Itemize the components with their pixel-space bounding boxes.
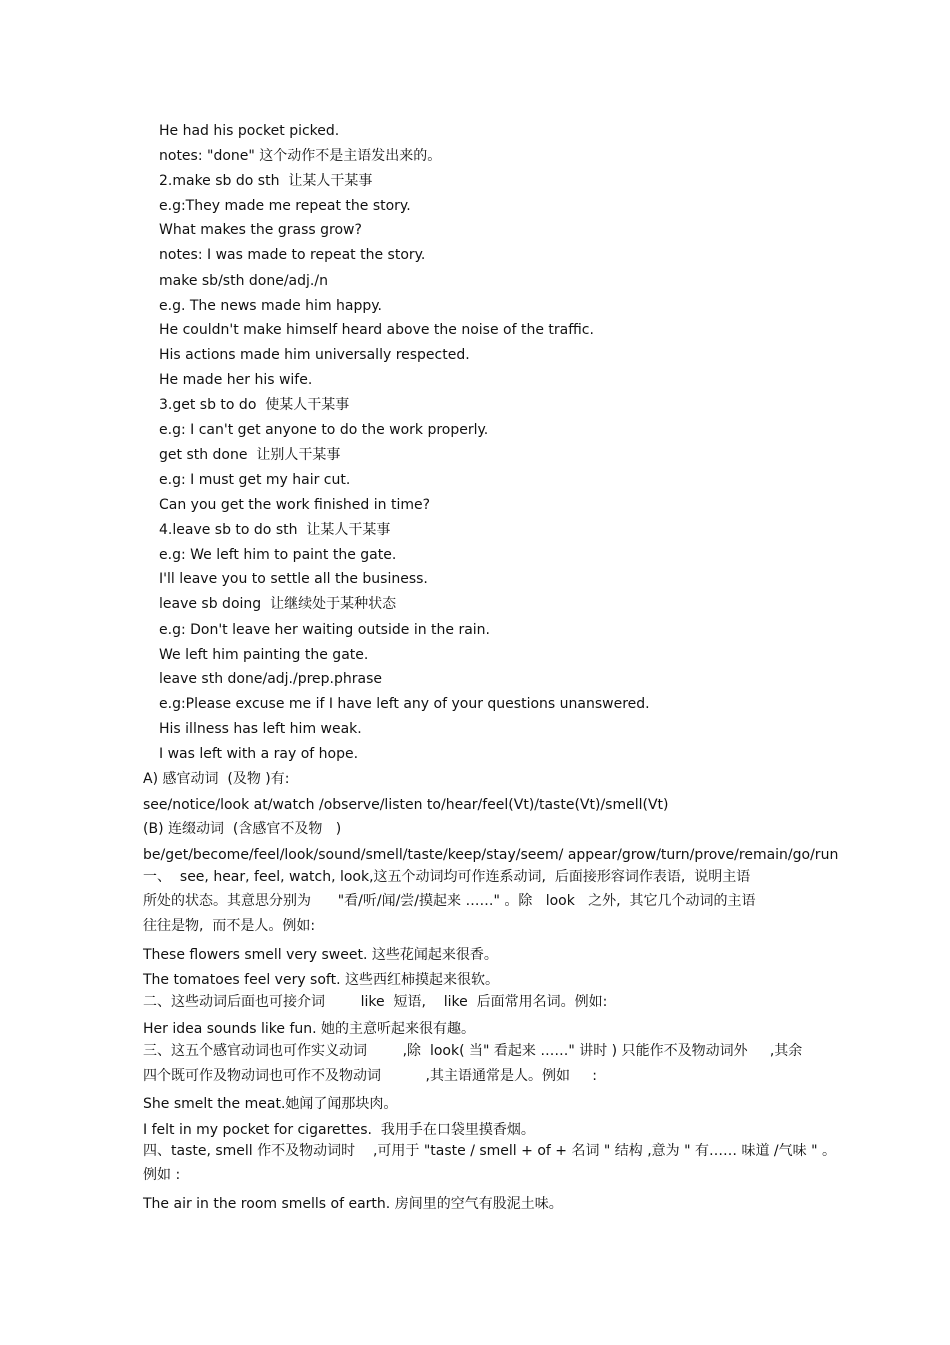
- text-line: e.g: Don't leave her waiting outside in the rain.: [159, 622, 491, 638]
- text-line: e.g: I must get my hair cut.: [159, 472, 351, 488]
- text-line: notes: I was made to repeat the story.: [159, 247, 426, 263]
- text-line: He couldn't make himself heard above the noise of the traffic.: [159, 322, 594, 338]
- text-line: What makes the grass grow?: [159, 222, 362, 238]
- text-line: We left him painting the gate.: [159, 647, 369, 663]
- text-line: leave sth done/adj./prep.phrase: [159, 671, 383, 687]
- text-line: I was left with a ray of hope.: [159, 746, 359, 762]
- text-line: 所处的状态。其意思分别为 "看/听/闻/尝/摸起来 ……" 。除 look 之外, 其它几个动词的主语: [143, 893, 756, 909]
- text-line: His actions made him universally respected.: [159, 347, 470, 363]
- section-heading: A) 感官动词 (及物 )有:: [143, 771, 290, 787]
- text-line: The tomatoes feel very soft. 这些西红柿摸起来很软。: [143, 972, 499, 988]
- text-line: 二、这些动词后面也可接介词 like 短语, like 后面常用名词。例如:: [143, 994, 608, 1010]
- text-line: e.g. The news made him happy.: [159, 298, 383, 314]
- text-line: The air in the room smells of earth. 房间里的空气有股泥土味。: [143, 1196, 563, 1212]
- text-line: 四个既可作及物动词也可作不及物动词 ,其主语通常是人。例如 :: [143, 1068, 597, 1084]
- text-line: e.g:They made me repeat the story.: [159, 198, 411, 214]
- text-line: 3.get sb to do 使某人干某事: [159, 397, 350, 413]
- text-line: be/get/become/feel/look/sound/smell/taste/keep/stay/seem/ appear/grow/turn/prove/remain/go/run: [143, 847, 839, 863]
- text-line: I felt in my pocket for cigarettes. 我用手在口袋里摸香烟。: [143, 1122, 535, 1138]
- text-line: He made her his wife.: [159, 372, 313, 388]
- text-line: She smelt the meat.她闻了闻那块肉。: [143, 1096, 398, 1112]
- text-line: get sth done 让别人干某事: [159, 447, 341, 463]
- text-line: e.g:Please excuse me if I have left any of your questions unanswered.: [159, 696, 650, 712]
- text-line: make sb/sth done/adj./n: [159, 273, 328, 289]
- text-line: His illness has left him weak.: [159, 721, 362, 737]
- text-line: He had his pocket picked.: [159, 123, 340, 139]
- text-line: see/notice/look at/watch /observe/listen to/hear/feel(Vt)/taste(Vt)/smell(Vt): [143, 797, 669, 813]
- text-line: notes: "done" 这个动作不是主语发出来的。: [159, 148, 442, 164]
- text-line: 4.leave sb to do sth 让某人干某事: [159, 522, 391, 538]
- text-line: e.g: I can't get anyone to do the work properly.: [159, 422, 489, 438]
- text-line: 三、这五个感官动词也可作实义动词 ,除 look( 当" 看起来 ……" 讲时 ) 只能作不及物动词外 ,其余: [143, 1043, 803, 1059]
- text-line: 例如 :: [143, 1167, 181, 1183]
- text-line: 一、 see, hear, feel, watch, look,这五个动词均可作连系动词, 后面接形容词作表语, 说明主语: [143, 869, 751, 885]
- text-line: Can you get the work finished in time?: [159, 497, 431, 513]
- text-line: 往往是物, 而不是人。例如:: [143, 918, 316, 934]
- text-line: leave sb doing 让继续处于某种状态: [159, 596, 397, 612]
- text-line: 2.make sb do sth 让某人干某事: [159, 173, 373, 189]
- text-line: e.g: We left him to paint the gate.: [159, 547, 397, 563]
- text-line: I'll leave you to settle all the business.: [159, 571, 428, 587]
- text-line: Her idea sounds like fun. 她的主意听起来很有趣。: [143, 1021, 476, 1037]
- text-line: These flowers smell very sweet. 这些花闻起来很香。: [143, 947, 498, 963]
- section-heading: (B) 连缀动词 (含感官不及物 ): [143, 821, 342, 837]
- text-line: 四、taste, smell 作不及物动词时 ,可用于 "taste / smell + of + 名词 " 结构 ,意为 " 有…… 味道 /气味 " 。: [143, 1143, 836, 1159]
